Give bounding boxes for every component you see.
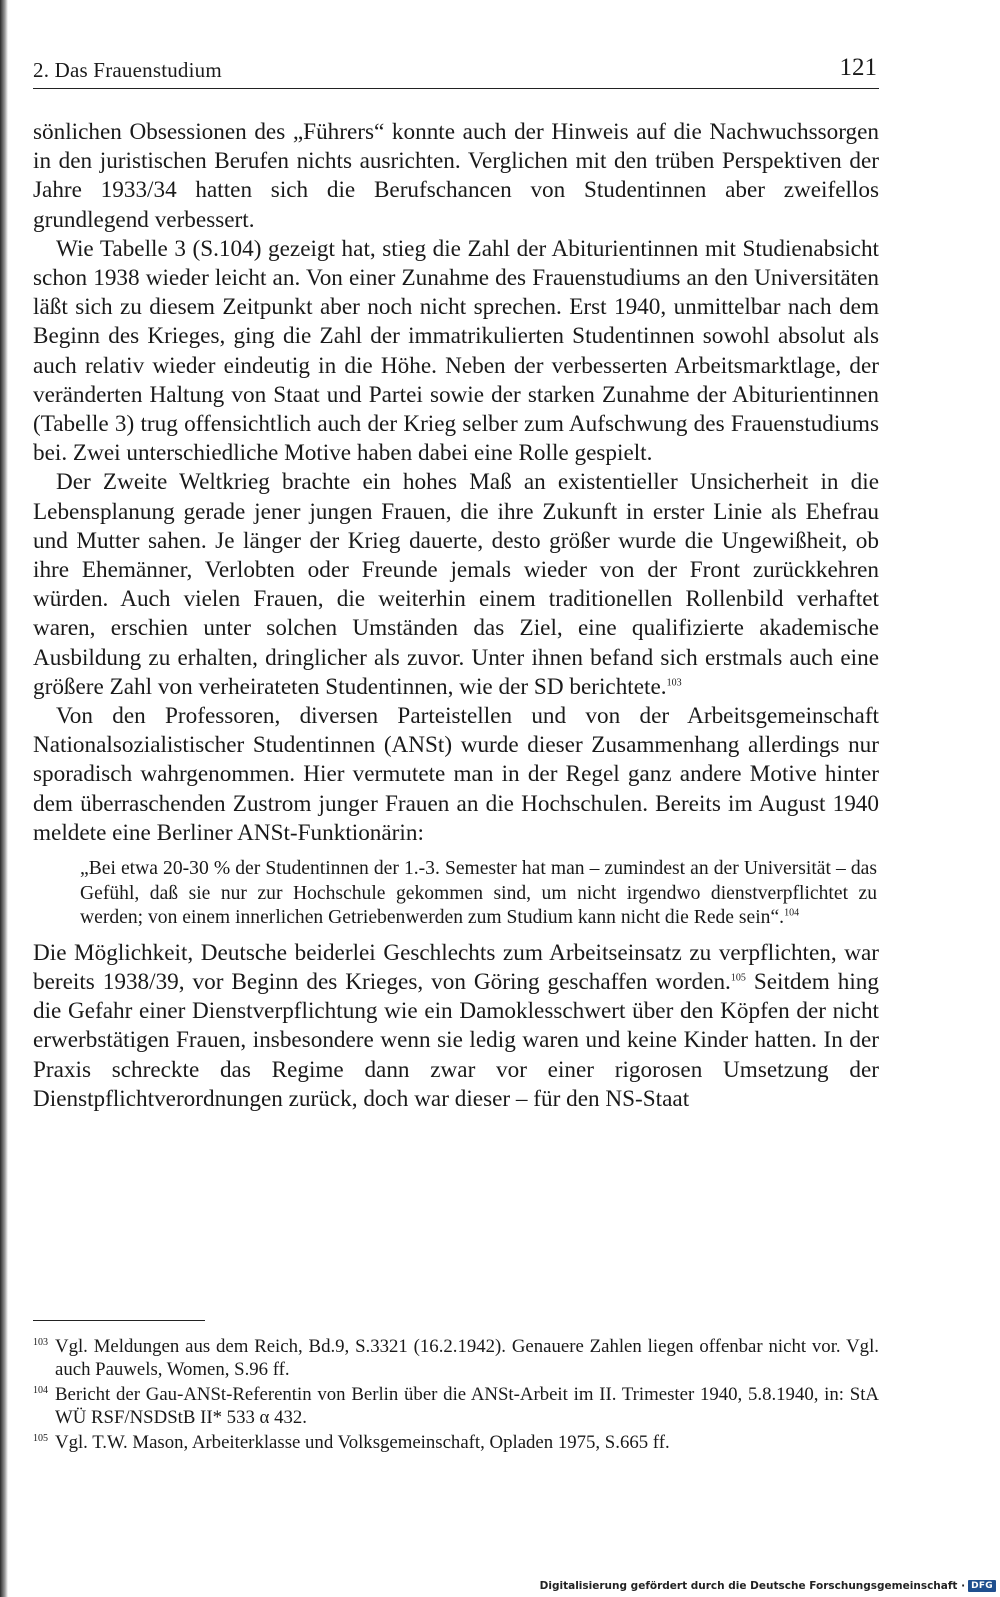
text-run: sönlichen Obsessionen des „Führers“ konnte auch der Hinweis auf die Nachwuchssorgen in den juristischen Berufen nichts ausrichten. Verglichen mit den trüben Perspektiven der Jahre 1933/34 hatten sich die Berufschancen von Studentinnen aber zweifellos grundlegend verbessert. <box>33 119 879 233</box>
block-quote <box>80 857 877 931</box>
digitization-credit <box>540 1580 996 1592</box>
body-text <box>33 118 879 1114</box>
page-header <box>33 54 879 89</box>
paragraph <box>33 939 879 1114</box>
footnote <box>33 1383 879 1430</box>
text-run: „Bei etwa 20-30 % der Studentinnen der 1.-3. Semester hat man – zumindest an der Universität – das Gefühl, daß sie nur zur Hochschule gekommen sind, um nicht irgendwo dienstverpflichtet zu werden; von einem innerlichen Getriebenwerden zum Studium kann nicht die Rede sein“. <box>80 858 877 929</box>
footnote-text: Bericht der Gau-ANSt-Referentin von Berlin über die ANSt-Arbeit im II. Trimester 1940, 5.8.1940, in: StA WÜ RSF/NSDStB II* 533 α 432. <box>55 1383 879 1429</box>
dfg-logo: DFG <box>968 1580 996 1592</box>
credit-text: Digitalisierung gefördert durch die Deutsche Forschungsgemeinschaft · <box>539 1580 966 1592</box>
footnote-reference: 103 <box>666 677 682 689</box>
paragraph <box>33 468 879 702</box>
footnote-number: 105 <box>33 1432 48 1444</box>
text-run: Wie Tabelle 3 (S.104) gezeigt hat, stieg die Zahl der Abiturientinnen mit Studienabsicht schon 1938 wieder leicht an. Von einer Zunahme des Frauenstudiums an den Universitäten läßt sich zu diesem Zeitpunkt aber noch nicht sprechen. Erst 1940, unmittelbar nach dem Beginn des Krieges, ging die Zahl der immatrikulierten Studentinnen sowohl absolut als auch relativ wieder eindeutig in die Höhe. Neben der verbesserten Arbeitsmarktlage, der veränderten Haltung von Staat und Partei sowie der starken Zunahme der Abiturientinnen (Tabelle 3) trug offensichtlich auch der Krieg selber zum Aufschwung des Frauenstudiums bei. Zwei unterschiedliche Motive haben dabei eine Rolle gespielt. <box>33 235 879 467</box>
footnote-reference: 104 <box>784 907 800 919</box>
footnote-rule <box>33 1320 205 1321</box>
footnotes <box>33 1335 879 1455</box>
text-run: Der Zweite Weltkrieg brachte ein hohes Maß an existentieller Unsicherheit in die Lebensplanung gerade jener jungen Frauen, die ihre Zukunft in erster Linie als Ehefrau und Mutter sahen. Je länger der Krieg dauerte, desto größer wurde die Ungewißheit, ob ihre Ehemänner, Verlobten oder Freunde jemals wieder von der Front zurückkehren würden. Auch vielen Frauen, die weiterhin einem traditionellen Rollenbild verhaftet waren, erschien unter solchen Umständen das Ziel, eine qualifizierte akademische Ausbildung zu erhalten, dringlicher als zuvor. Unter ihnen befand sich erstmals auch eine größere Zahl von verheirateten Studentinnen, wie der SD berichtete. <box>33 469 879 700</box>
running-head: 2. Das Frauenstudium <box>33 58 222 82</box>
text-run: Seitdem hing die Gefahr einer Dienstverpflichtung wie ein Damoklesschwert über den Köpfen der nicht erwerbstätigen Frauen, insbesondere wenn sie ledig waren und keine Kinder hatten. In der Praxis schreckte das Regime dann zwar vor einer rigorosen Umsetzung der Dienstpflichtverordnungen zurück, doch war dieser – für den NS-Staat <box>33 969 879 1112</box>
footnote <box>33 1335 879 1382</box>
footnote-text: Vgl. Meldungen aus dem Reich, Bd.9, S.3321 (16.2.1942). Genauere Zahlen liegen offenbar nicht vor. Vgl. auch Pauwels, Women, S.96 ff. <box>55 1336 879 1381</box>
text-run: Die Möglichkeit, Deutsche beiderlei Geschlechts zum Arbeitseinsatz zu verpflichten, war bereits 1938/39, vor Beginn des Krieges, von Göring geschaffen worden. <box>33 939 879 996</box>
footnote-text: Vgl. T.W. Mason, Arbeiterklasse und Volksgemeinschaft, Opladen 1975, S.665 ff. <box>55 1431 670 1453</box>
paragraph <box>33 702 879 848</box>
text-run: Von den Professoren, diversen Parteistellen und von der Arbeitsgemeinschaft Nationalsozialistischer Studentinnen (ANSt) wurde dieser Zusammenhang allerdings nur sporadisch wahrgenommen. Hier vermutete man in der Regel ganz andere Motive hinter dem überraschenden Zustrom junger Frauen an die Hochschulen. Bereits im August 1940 meldete eine Berliner ANSt-Funktionärin: <box>33 703 879 846</box>
page-number: 121 <box>839 54 877 81</box>
footnote-reference: 105 <box>730 972 746 984</box>
footnote <box>33 1431 879 1454</box>
paragraph <box>33 118 879 235</box>
footnote-number: 104 <box>33 1384 48 1396</box>
scan-edge-shadow <box>0 0 8 1597</box>
footnote-number: 103 <box>33 1337 48 1348</box>
paragraph <box>33 235 879 469</box>
